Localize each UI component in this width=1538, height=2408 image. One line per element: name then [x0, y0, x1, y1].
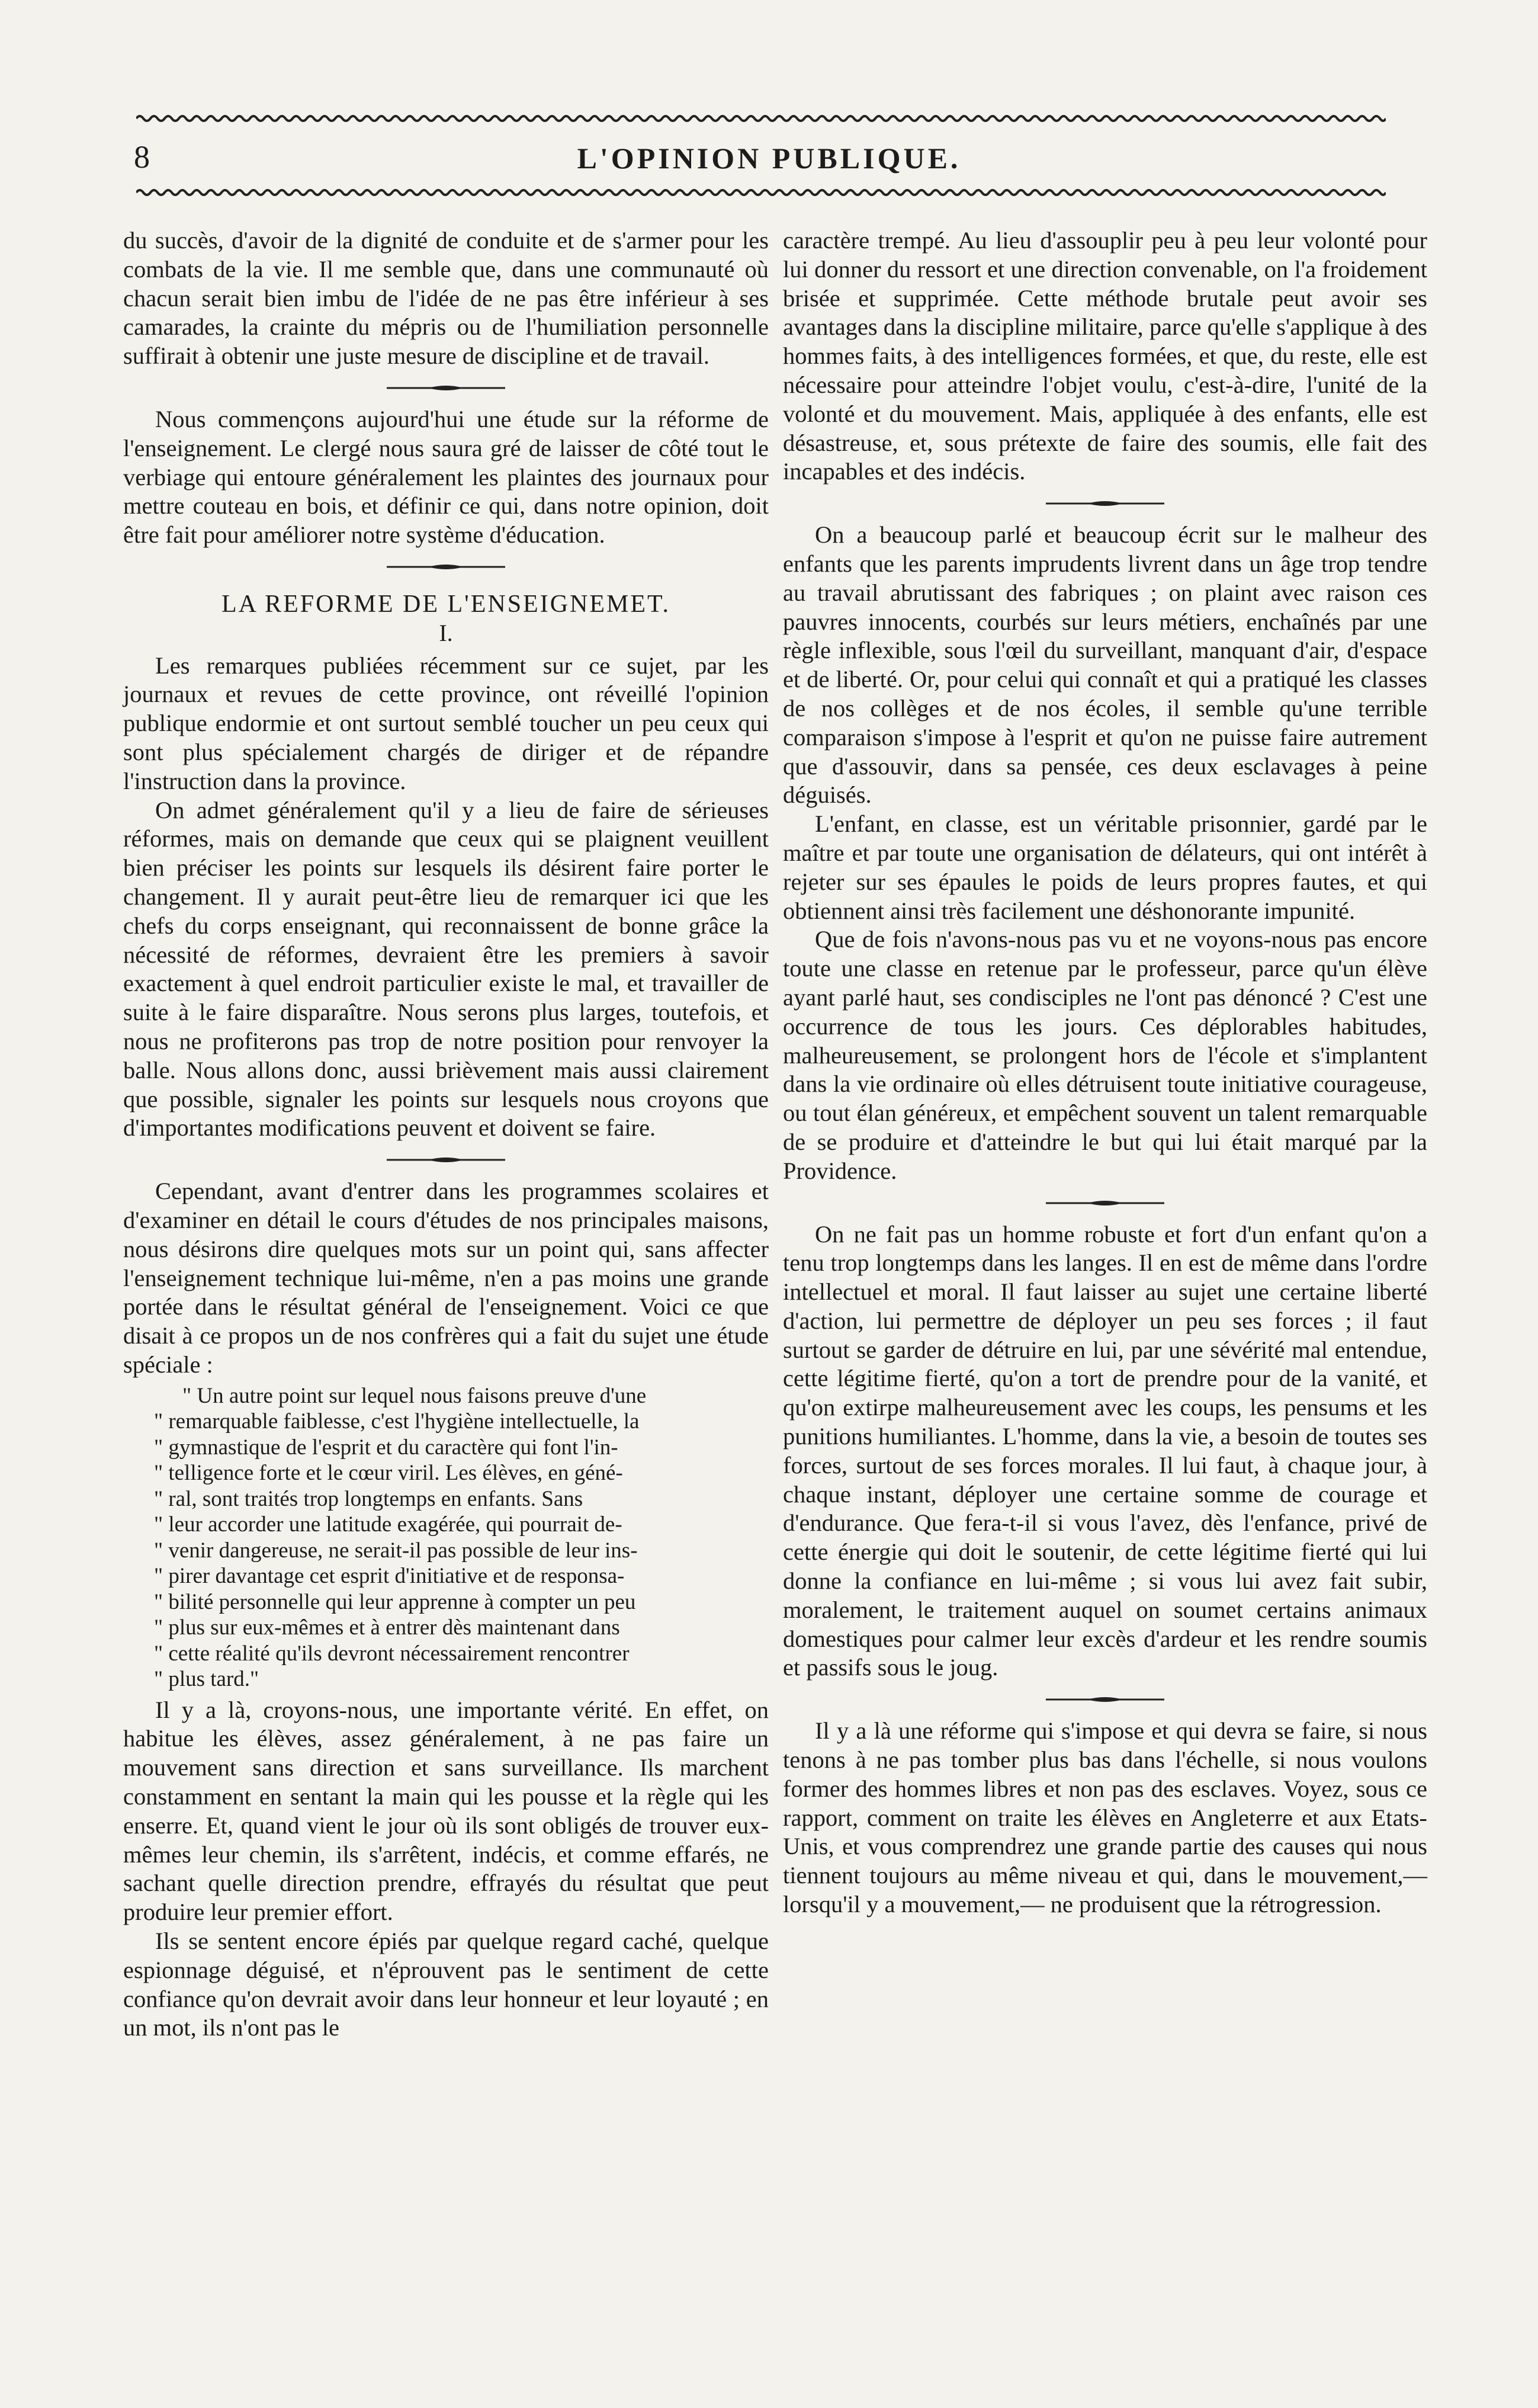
quote-line: " cette réalité qu'ils devront nécessairement rencontrer — [154, 1641, 630, 1666]
paragraph: caractère trempé. Au lieu d'assouplir peu à peu leur volonté pour lui donner du ressort et une direction convenable, on l'a froidement brisée et supprimée. Cette méthode brutale peut avoir ses avantages dans la discipline militaire, parce qu'elle s'applique à des hommes faits, à des intelligences formées, et que, du reste, elle est nécessaire pour atteindre l'objet voulu, c'est-à-dire, l'unité de la volonté et du mouvement. Mais, appliquée à des enfants, elle est désastreuse, et, sous prétexte de faire des soumis, elle fait des incapables et des indécis. — [783, 227, 1427, 485]
paragraph: Il y a là, croyons-nous, une importante vérité. En effet, on habitue les élèves, assez généralement, à ne pas faire un mouvement sans direction et sans surveillance. Ils marchent constamment en sentant la main qui les pousse et la règle qui les enserre. Et, quand vient le jour où ils sont obligés de trouver eux-mêmes leur chemin, ils s'arrêtent, indécis, et comme effarés, ne sachant quelle direction prendre, effrayés du résultat que peut produire leur premier effort. — [123, 1696, 769, 1926]
section-divider — [123, 1143, 769, 1177]
section-divider — [783, 486, 1427, 521]
quote-line: " gymnastique de l'esprit et du caractère qui font l'in- — [154, 1435, 618, 1460]
section-heading: LA REFORME DE L'ENSEIGNEMET. — [221, 590, 671, 618]
paragraph: On ne fait pas un homme robuste et fort d'un enfant qu'on a tenu trop longtemps dans les langes. Il en est de même dans l'ordre intellectuel et moral. Il faut laisser au sujet une certaine liberté d'action, lui permettre de déployer un peu ses forces ; il faut surtout se garder de détruire en lui, par une sévérité mal entendue, cette légitime fierté, qu'on a tort de prendre pour de la vanité, et qu'on extirpe malheureusement avec les coups, les pensums et les punitions humiliantes. L'homme, dans la vie, a besoin de toutes ses forces, surtout de ses forces morales. Il lui faut, à chaque jour, à chaque instant, déployer une certaine somme de courage et d'endurance. Que fera-t-il si vous l'avez, dès l'enfance, privé de cette énergie qui doit le soutenir, de cette légitime fierté qui lui donne la confiance en lui-même ; si vous lui avez fait subir, moralement, le traitement auquel on soumet certains animaux domestiques pour calmer leur excès d'ardeur et les rendre soumis et passifs sous le joug. — [783, 1220, 1427, 1681]
section-divider — [783, 1186, 1427, 1220]
quote-line: " leur accorder une latitude exagérée, qui pourrait de- — [154, 1512, 622, 1537]
section-number: I. — [439, 619, 453, 646]
block-quote — [123, 1383, 769, 1692]
paragraph: Il y a là une réforme qui s'impose et qui devra se faire, si nous tenons à ne pas tomber plus bas dans l'échelle, si nous voulons former des hommes libres et non pas des esclaves. Voyez, sous ce rapport, comment on traite les élèves en Angleterre et aux Etats-Unis, et vous comprendrez une grande partie des causes qui nous tiennent toujours au même niveau et qui, dans le mouvement,— lorsqu'il y a mouvement,— ne produisent que la rétrogression. — [783, 1717, 1427, 1918]
header-wavy-rule-top — [136, 113, 1386, 124]
paragraph: Que de fois n'avons-nous pas vu et ne voyons-nous pas encore toute une classe en retenue par le professeur, parce qu'un élève ayant parlé haut, ses condisciples ne l'ont pas dénoncé ? C'est une occurrence de tous les jours. Ces déplorables habitudes, malheureusement, se prolongent hors de l'école et s'implantent dans la vie ordinaire où elles détruisent toute initiative courageuse, ou tout élan généreux, et empêchent souvent un talent remarquable de se produire et d'atteindre le but qui lui était marqué par la Providence. — [783, 926, 1427, 1184]
section-divider — [783, 1682, 1427, 1717]
paragraph: On admet généralement qu'il y a lieu de faire de sérieuses réformes, mais on demande que ceux qui se plaignent veuillent bien préciser les points sur lesquels ils désirent faire porter le changement. Il y aurait peut-être lieu de remarquer ici que les chefs du corps enseignant, qui reconnaissent de bonne grâce la nécessité de réformes, devraient être les premiers à savoir exactement à quel endroit particulier existe le mal, et travailler de suite à le faire disparaître. Nous serons plus larges, toutefois, et nous ne profiterons pas trop de notre position pour renvoyer la balle. Nous allons donc, aussi brièvement mais aussi clairement que possible, signaler les points sur lesquels nous croyons que d'importantes modifications peuvent et doivent se faire. — [123, 796, 769, 1142]
quote-line: " plus tard." — [154, 1667, 259, 1692]
section-divider — [123, 371, 769, 405]
quote-line: " venir dangereuse, ne serait-il pas possible de leur ins- — [154, 1538, 638, 1563]
header-wavy-rule-bottom — [136, 187, 1386, 198]
quote-line: " remarquable faiblesse, c'est l'hygiène intellectuelle, la — [154, 1409, 640, 1434]
paragraph: Nous commençons aujourd'hui une étude sur la réforme de l'enseignement. Le clergé nous saura gré de laisser de côté tout le verbiage qui entoure généralement les plaintes des journaux pour mettre couteau en bois, et définir ce qui, dans notre opinion, doit être fait pour améliorer notre système d'éducation. — [123, 405, 769, 549]
quote-line: " plus sur eux-mêmes et à entrer dès maintenant dans — [154, 1615, 620, 1640]
paragraph: du succès, d'avoir de la dignité de conduite et de s'armer pour les combats de la vie. Il me semble que, dans une communauté où chacun serait bien imbu de l'idée de ne pas être inférieur à ses camarades, la crainte du mépris ou de l'humiliation personnelle suffirait à obtenir une juste mesure de discipline et de travail. — [123, 227, 769, 370]
paragraph: Cependant, avant d'entrer dans les programmes scolaires et d'examiner en détail le cours d'études de nos principales maisons, nous désirons dire quelques mots sur un point qui, sans affecter l'enseignement technique lui-même, n'en a pas moins une grande portée dans le résultat général de l'enseignement. Voici ce que disait à ce propos un de nos confrères qui a fait du sujet une étude spéciale : — [123, 1178, 769, 1378]
page-number: 8 — [134, 139, 150, 175]
quote-line: " Un autre point sur lequel nous faisons preuve d'une — [182, 1383, 647, 1408]
paragraph: Les remarques publiées récemment sur ce sujet, par les journaux et revues de cette province, ont réveillé l'opinion publique endormie et ont surtout semblé toucher un peu ceux qui sont plus spécialement chargés de diriger et de répandre l'instruction dans la province. — [123, 652, 769, 794]
left-column — [123, 226, 769, 2043]
quote-line: " pirer davantage cet esprit d'initiative et de responsa- — [154, 1564, 625, 1589]
paragraph: Ils se sentent encore épiés par quelque regard caché, quelque espionnage déguisé, et n'éprouvent pas le sentiment de cette confiance qu'on devrait avoir dans leur honneur et leur loyauté ; en un mot, ils n'ont pas le — [123, 1928, 769, 2041]
quote-line: " ral, sont traités trop longtemps en enfants. Sans — [154, 1486, 583, 1511]
section-divider — [123, 550, 769, 584]
right-column — [783, 226, 1427, 1919]
journal-title: L'OPINION PUBLIQUE. — [577, 142, 961, 175]
quote-line: " telligence forte et le cœur viril. Les élèves, en géné- — [154, 1461, 623, 1486]
quote-line: " bilité personnelle qui leur apprenne à compter un peu — [154, 1589, 636, 1614]
paragraph: On a beaucoup parlé et beaucoup écrit sur le malheur des enfants que les parents imprudents livrent dans un âge trop tendre au travail abrutissant des fabriques ; on plaint avec raison ces pauvres innocents, courbés sur leurs métiers, enchaînés par une règle inflexible, sous l'œil du surveillant, manquant d'air, d'espace et de liberté. Or, pour celui qui connaît et qui a pratiqué les classes de nos collèges et de nos écoles, il semble qu'une terrible comparaison s'impose à l'esprit et qu'on ne puisse faire autrement que d'assouvir, dans sa pensée, ces deux esclavages à peine déguisés. — [783, 521, 1427, 809]
paragraph: L'enfant, en classe, est un véritable prisonnier, gardé par le maître et par toute une organisation de délateurs, qui ont intérêt à rejeter sur ses épaules le poids de leurs propres fautes, et qui obtiennent ainsi très facilement une déshonorante impunité. — [783, 810, 1427, 924]
